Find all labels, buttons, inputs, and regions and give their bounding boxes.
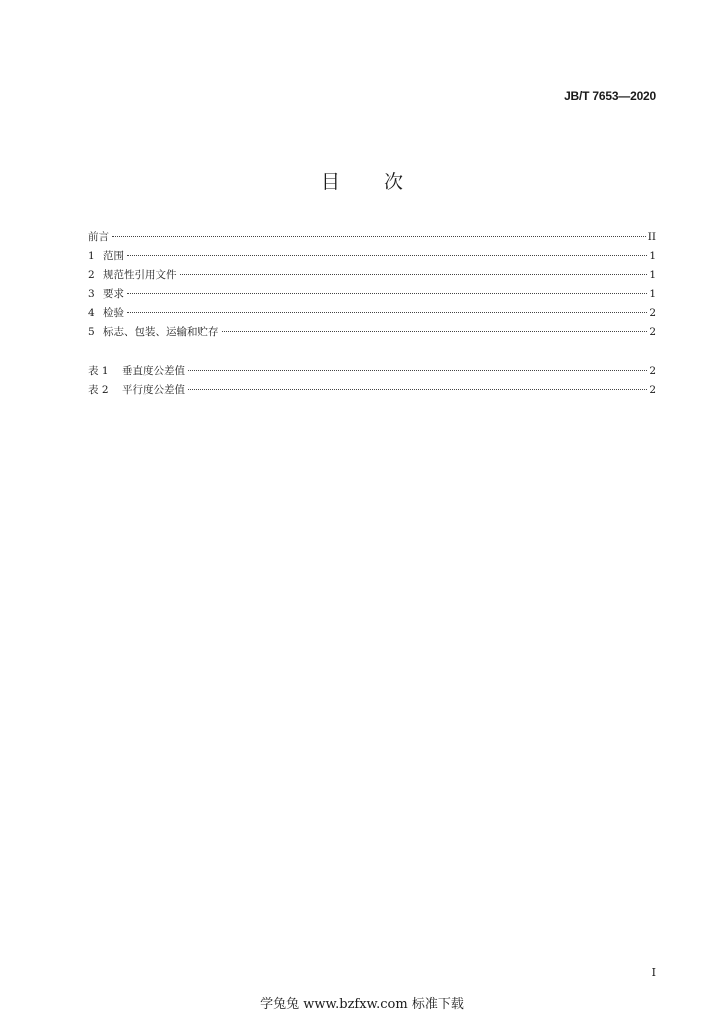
toc-entry-marking-packaging[interactable] (88, 323, 656, 342)
toc-entry-scope[interactable] (88, 247, 656, 266)
toc-entry-page: 1 (649, 269, 656, 281)
table-list (88, 362, 656, 400)
toc-entry-label: 标志、包装、运输和贮存 (103, 326, 219, 338)
toc-entry-page: 2 (649, 326, 656, 338)
toc-entry-page: 1 (649, 250, 656, 262)
dot-leader (222, 331, 648, 332)
toc-entry-label: 前言 (88, 231, 109, 243)
dot-leader (112, 236, 646, 237)
footer-watermark: 学兔兔 www.bzfxw.com 标准下载 (260, 997, 464, 1012)
toc-entry-number: 5 (88, 326, 95, 338)
table-entry-label: 垂直度公差值 (122, 365, 185, 377)
dot-leader (127, 255, 647, 256)
table-entry-label: 平行度公差值 (122, 384, 185, 396)
toc-entry-label: 要求 (103, 288, 124, 300)
toc-heading (0, 167, 724, 194)
dot-leader (127, 312, 647, 313)
toc-entry-inspection[interactable] (88, 304, 656, 323)
toc-entry-requirements[interactable] (88, 285, 656, 304)
table-entry-number: 表 2 (88, 384, 109, 396)
toc-entry-foreword[interactable] (88, 228, 656, 247)
toc-heading-char-1: 目 (320, 171, 340, 193)
dot-leader (188, 370, 647, 371)
toc-entry-page: 1 (649, 288, 656, 300)
table-entry-page: 2 (649, 365, 656, 377)
page-number: I (651, 966, 656, 979)
toc-list (88, 228, 656, 342)
toc-heading-char-2: 次 (384, 171, 404, 193)
toc-entry-number: 3 (88, 288, 95, 300)
toc-entry-number: 2 (88, 269, 95, 281)
standard-code: JB/T 7653—2020 (564, 89, 656, 103)
table-entry-parallelism[interactable] (88, 381, 656, 400)
toc-entry-label: 检验 (103, 307, 124, 319)
table-entry-perpendicularity[interactable] (88, 362, 656, 381)
toc-entry-number: 4 (88, 307, 95, 319)
toc-entry-normative-references[interactable] (88, 266, 656, 285)
dot-leader (127, 293, 647, 294)
toc-entry-label: 范围 (103, 250, 124, 262)
toc-entry-number: 1 (88, 250, 95, 262)
dot-leader (180, 274, 648, 275)
toc-entry-label: 规范性引用文件 (103, 269, 177, 281)
table-entry-number: 表 1 (88, 365, 109, 377)
table-entry-page: 2 (649, 384, 656, 396)
toc-entry-page: II (647, 231, 656, 243)
dot-leader (188, 389, 647, 390)
toc-entry-page: 2 (649, 307, 656, 319)
